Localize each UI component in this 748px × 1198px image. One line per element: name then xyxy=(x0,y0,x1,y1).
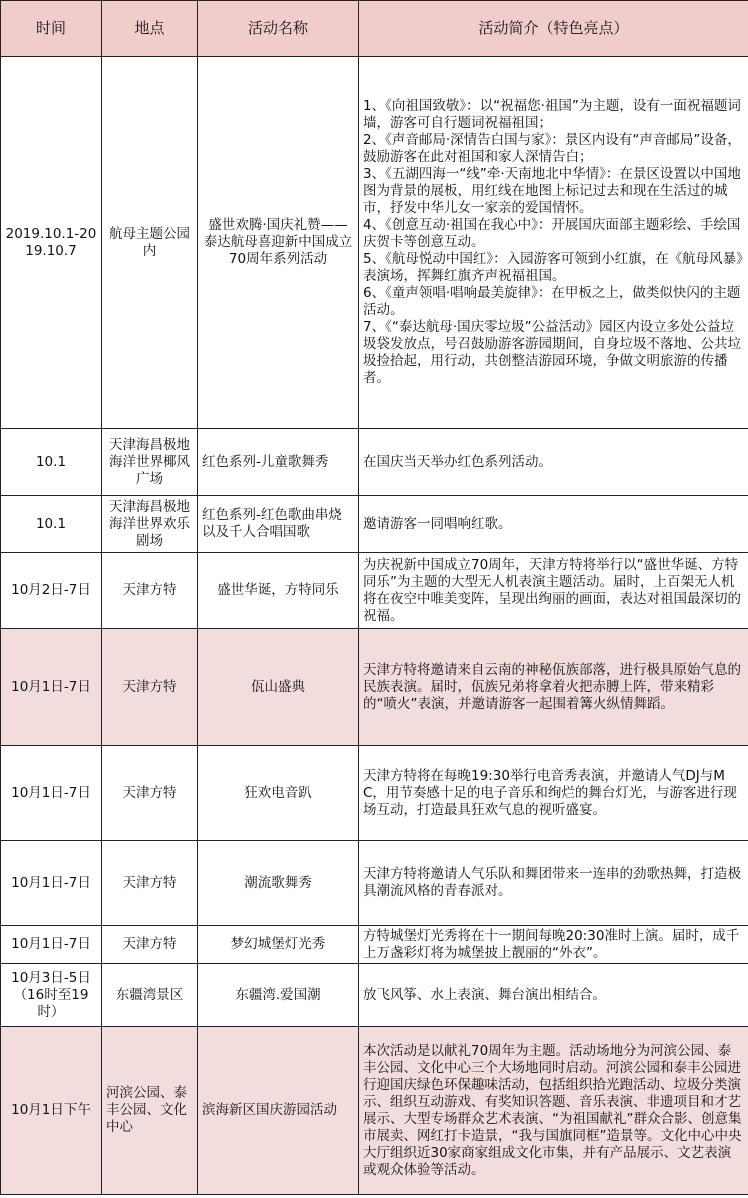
cell-description: 天津方特将邀请来自云南的神秘佤族部落，进行极具原始气息的民族表演。届时，佤族兄弟将拿着火把赤膊上阵，带来精彩的“喷火”表演，并邀请游客一起围着篝火纵情舞蹈。 xyxy=(359,629,748,746)
cell-place: 天津海昌极地海洋世界椰风广场 xyxy=(102,429,198,496)
table-row xyxy=(1,496,748,553)
description-item: 6、《童声领唱·唱响最美旋律》：在甲板之上，做类似快闪的主题活动。 xyxy=(363,285,741,318)
header-place: 地点 xyxy=(102,1,198,57)
cell-activity-name: 潮流歌舞秀 xyxy=(198,841,359,926)
cell-time: 10月1日-7日 xyxy=(1,746,102,841)
table-row xyxy=(1,964,748,1027)
cell-place: 航母主题公园内 xyxy=(102,57,198,429)
table-row xyxy=(1,553,748,629)
cell-time: 10.1 xyxy=(1,429,102,496)
table-header-row xyxy=(1,1,748,57)
cell-description: 为庆祝新中国成立70周年，天津方特将举行以“盛世华诞、方特同乐”为主题的大型无人机表演主题活动。届时，上百架无人机将在夜空中唯美变阵，呈现出绚丽的画面，表达对祖国最深切的祝福。 xyxy=(359,553,748,629)
cell-place: 东疆湾景区 xyxy=(102,964,198,1027)
description-item: 5、《航母悦动中国红》：入园游客可领到小红旗，在《航母风暴》表演场，挥舞红旗齐声祝福祖国。 xyxy=(363,251,743,284)
table-row xyxy=(1,429,748,496)
cell-description xyxy=(359,57,748,429)
cell-time: 10.1 xyxy=(1,496,102,553)
table-row xyxy=(1,1027,748,1195)
cell-time: 2019.10.1-2019.10.7 xyxy=(1,57,102,429)
cell-time: 10月2日-7日 xyxy=(1,553,102,629)
cell-description: 天津方特将在每晚19:30举行电音秀表演，并邀请人气DJ与MC，用节奏感十足的电子音乐和绚烂的舞台灯光，与游客进行现场互动，打造最具狂欢气息的视听盛宴。 xyxy=(359,746,748,841)
cell-activity-name: 东疆湾.爱国潮 xyxy=(198,964,359,1027)
cell-place: 天津方特 xyxy=(102,746,198,841)
description-item: 3、《五湖四海一“线”牵·天南地北中华情》：在景区设置以中国地图为背景的展板，用红线在地图上标记过去和现在生活过的城市，抒发中华儿女一家亲的爱国情怀。 xyxy=(363,166,741,216)
cell-activity-name: 红色系列-红色歌曲串烧以及千人合唱国歌 xyxy=(198,496,359,553)
cell-time: 10月3日-5日（16时至19时） xyxy=(1,964,102,1027)
description-item: 7、《“泰达航母·国庆零垃圾”公益活动》园区内设立多处公益垃圾袋发放点，号召鼓励游客游园期间，自身垃圾不落地、公共垃圾捡拾起，用行动，共创整洁游园环境，争做文明旅游的传播者。 xyxy=(363,319,741,386)
cell-activity-name: 狂欢电音趴 xyxy=(198,746,359,841)
cell-activity-name: 盛世华诞，方特同乐 xyxy=(198,553,359,629)
header-time: 时间 xyxy=(1,1,102,57)
cell-place: 河滨公园、泰丰公园、文化中心 xyxy=(102,1027,198,1195)
cell-place: 天津方特 xyxy=(102,926,198,964)
cell-time: 10月1日下午 xyxy=(1,1027,102,1195)
cell-place: 天津海昌极地海洋世界欢乐剧场 xyxy=(102,496,198,553)
table-row xyxy=(1,926,748,964)
cell-activity-name: 红色系列-儿童歌舞秀 xyxy=(198,429,359,496)
cell-description: 天津方特将邀请人气乐队和舞团带来一连串的劲歌热舞，打造极具潮流风格的青春派对。 xyxy=(359,841,748,926)
header-activity-name: 活动名称 xyxy=(198,1,359,57)
cell-description: 方特城堡灯光秀将在十一期间每晚20:30准时上演。届时，成千上万盏彩灯将为城堡披上靓丽的“外衣”。 xyxy=(359,926,748,964)
cell-activity-name: 盛世欢腾·国庆礼赞——泰达航母喜迎新中国成立70周年系列活动 xyxy=(198,57,359,429)
table-row xyxy=(1,841,748,926)
table-row xyxy=(1,629,748,746)
table-row xyxy=(1,746,748,841)
description-item: 4、《创意互动·祖国在我心中》：开展国庆面部主题彩绘、手绘国庆贺卡等创意互动。 xyxy=(363,217,741,250)
cell-place: 天津方特 xyxy=(102,841,198,926)
cell-description: 在国庆当天举办红色系列活动。 xyxy=(359,429,748,496)
cell-description: 本次活动是以献礼70周年为主题。活动场地分为河滨公园、泰丰公园、文化中心三个大场地同时启动。河滨公园和泰丰公园进行迎国庆绿色环保趣味活动，包括组织拾光跑活动、垃圾分类演示、组织互动游戏、有奖知识答题、音乐表演、非遗项目和才艺展示、大型专场群众艺术表演、“为祖国献礼”群众合影、创意集市展卖、网红打卡造景，“我与国旗同框”造景等。文化中心中央大厅组织近30家商家组成文化市集，并有产品展示、文艺表演或观众体验等活动。 xyxy=(359,1027,748,1195)
cell-time: 10月1日-7日 xyxy=(1,926,102,964)
cell-activity-name: 梦幻城堡灯光秀 xyxy=(198,926,359,964)
description-item: 2、《声音邮局·深情告白国与家》：景区内设有“声音邮局”设备，鼓励游客在此对祖国和家人深情告白； xyxy=(363,132,741,165)
cell-time: 10月1日-7日 xyxy=(1,629,102,746)
cell-time: 10月1日-7日 xyxy=(1,841,102,926)
description-item: 1、《向祖国致敬》：以“祝福您·祖国”为主题，设有一面祝福题词墙，游客可自行题词祝福祖国； xyxy=(363,98,741,131)
cell-description: 邀请游客一同唱响红歌。 xyxy=(359,496,748,553)
cell-activity-name: 佤山盛典 xyxy=(198,629,359,746)
cell-activity-name: 滨海新区国庆游园活动 xyxy=(198,1027,359,1195)
header-description: 活动简介（特色亮点） xyxy=(359,1,748,57)
table-row xyxy=(1,57,748,429)
cell-place: 天津方特 xyxy=(102,553,198,629)
cell-place: 天津方特 xyxy=(102,629,198,746)
cell-description: 放飞风筝、水上表演、舞台演出相结合。 xyxy=(359,964,748,1027)
